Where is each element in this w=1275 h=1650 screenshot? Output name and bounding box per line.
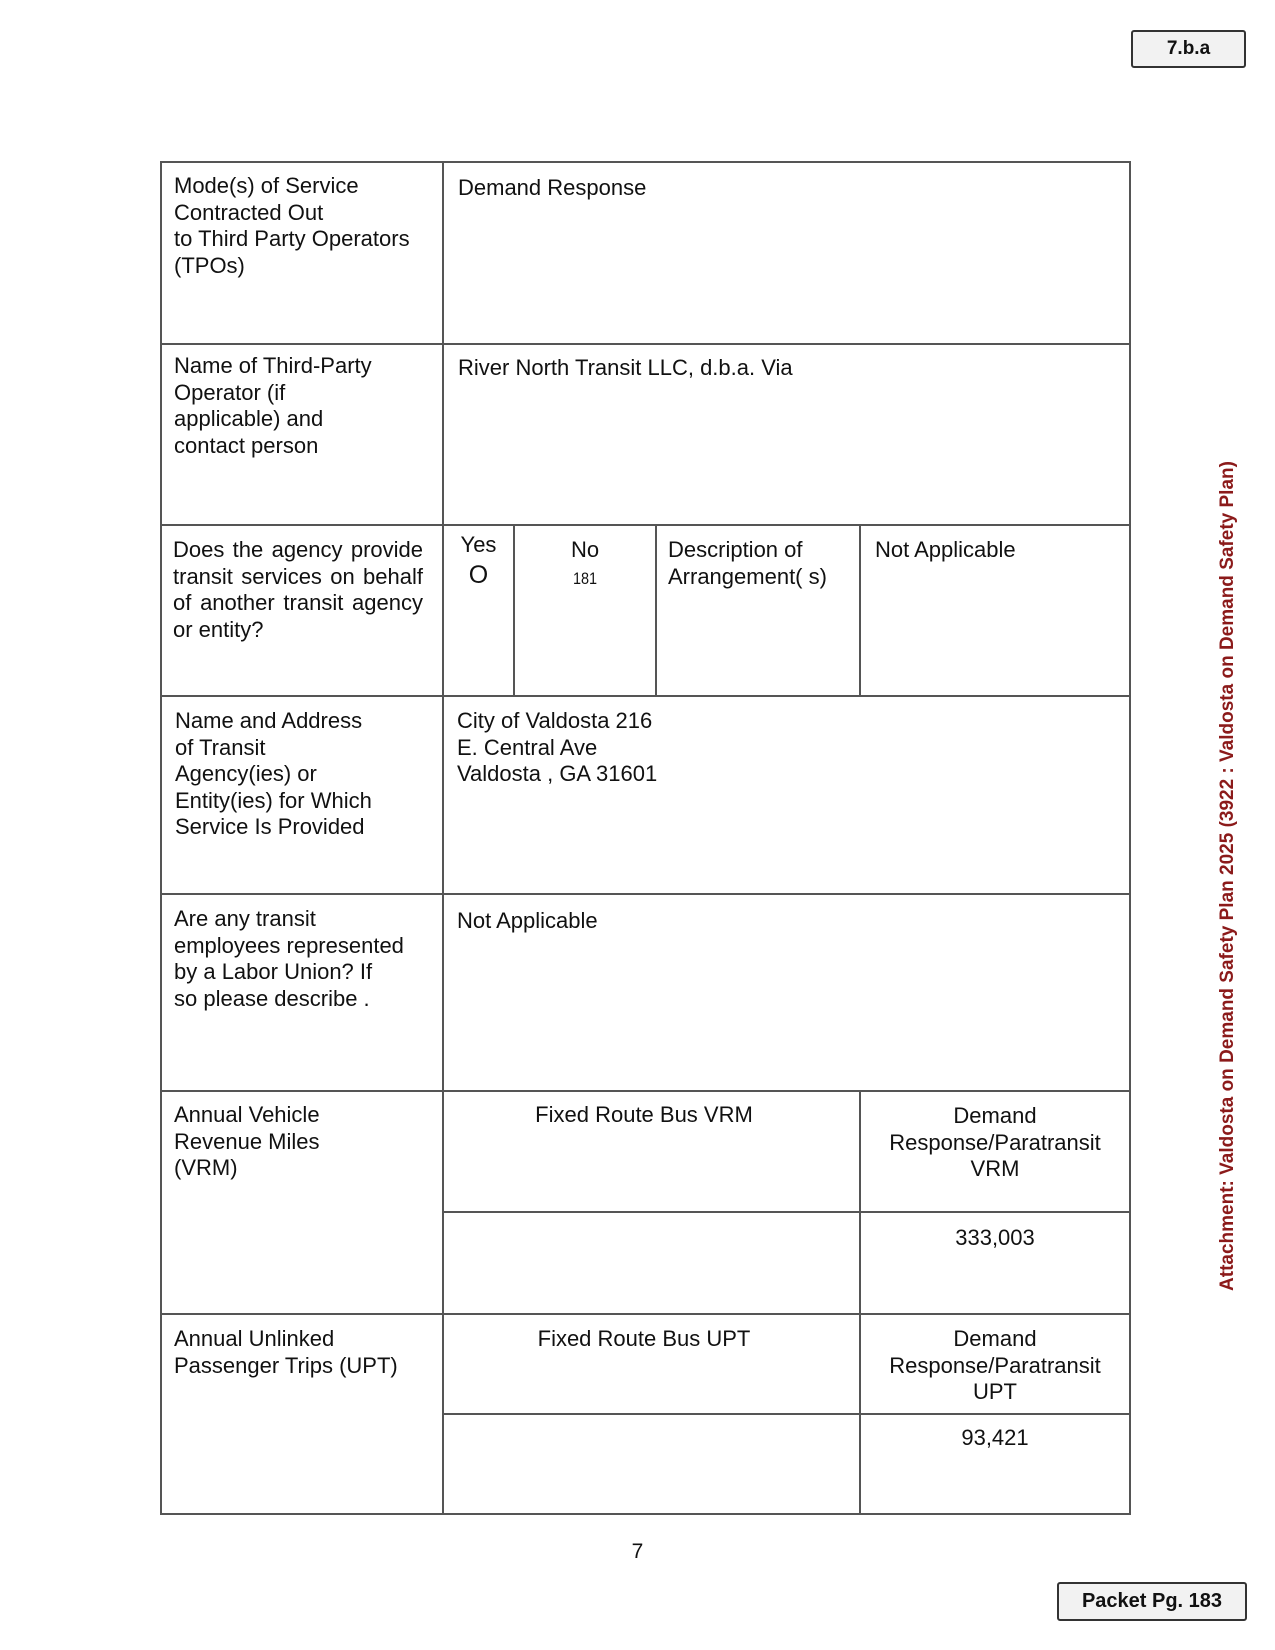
row-divider	[162, 893, 1129, 895]
vrm-demand-header: Demand Response/Paratransit VRM	[889, 1103, 1101, 1181]
upt-demand-value: 93,421	[961, 1425, 1029, 1450]
row-divider	[442, 1413, 1129, 1415]
column-divider	[442, 163, 444, 1513]
description-label: Description of Arrangement( s)	[668, 537, 827, 589]
operator-label: Name of Third-Party Operator (if applicable) and contact person	[174, 353, 372, 458]
no-mark: 181	[572, 569, 598, 588]
row-divider	[162, 343, 1129, 345]
upt-fixed-header: Fixed Route Bus UPT	[537, 1326, 751, 1351]
row-divider	[162, 695, 1129, 697]
no-label: No	[570, 537, 600, 562]
row-divider	[442, 1211, 1129, 1213]
vrm-label: Annual Vehicle Revenue Miles (VRM)	[174, 1102, 320, 1180]
safety-plan-table	[160, 161, 1131, 1515]
packet-page-tag: Packet Pg. 183	[1057, 1582, 1247, 1621]
agency-value: City of Valdosta 216 E. Central Ave Valdosta , GA 31601	[457, 708, 658, 786]
vrm-fixed-header: Fixed Route Bus VRM	[535, 1102, 753, 1127]
attachment-side-label: Attachment: Valdosta on Demand Safety Plan 2025 (3922 : Valdosta on Demand Safety Plan)	[1217, 461, 1238, 1291]
column-divider	[859, 524, 861, 695]
modes-value: Demand Response	[458, 175, 647, 200]
row-divider	[162, 1090, 1129, 1092]
upt-label: Annual Unlinked Passenger Trips (UPT)	[174, 1326, 398, 1378]
union-value: Not Applicable	[457, 908, 598, 933]
page-number: 7	[631, 1540, 644, 1563]
description-value: Not Applicable	[875, 537, 1016, 562]
attachment-tag: 7.b.a	[1131, 30, 1246, 68]
upt-demand-header: Demand Response/Paratransit UPT	[889, 1326, 1101, 1404]
column-divider	[655, 524, 657, 695]
modes-label: Mode(s) of Service Contracted Out to Third Party Operators (TPOs)	[174, 173, 410, 278]
operator-value: River North Transit LLC, d.b.a. Via	[458, 355, 793, 380]
row-divider	[162, 1313, 1129, 1315]
behalf-label: Does the agency provide transit services on behalf of another transit agency or entity?	[173, 537, 423, 642]
vrm-demand-value: 333,003	[955, 1225, 1035, 1250]
yes-label: Yes	[460, 532, 497, 557]
union-label: Are any transit employees represented by a Labor Union? If so please describe .	[174, 906, 404, 1011]
agency-label: Name and Address of Transit Agency(ies) or Entity(ies) for Which Service Is Provided	[175, 708, 372, 839]
yes-mark: O	[468, 561, 489, 589]
row-divider	[162, 524, 1129, 526]
